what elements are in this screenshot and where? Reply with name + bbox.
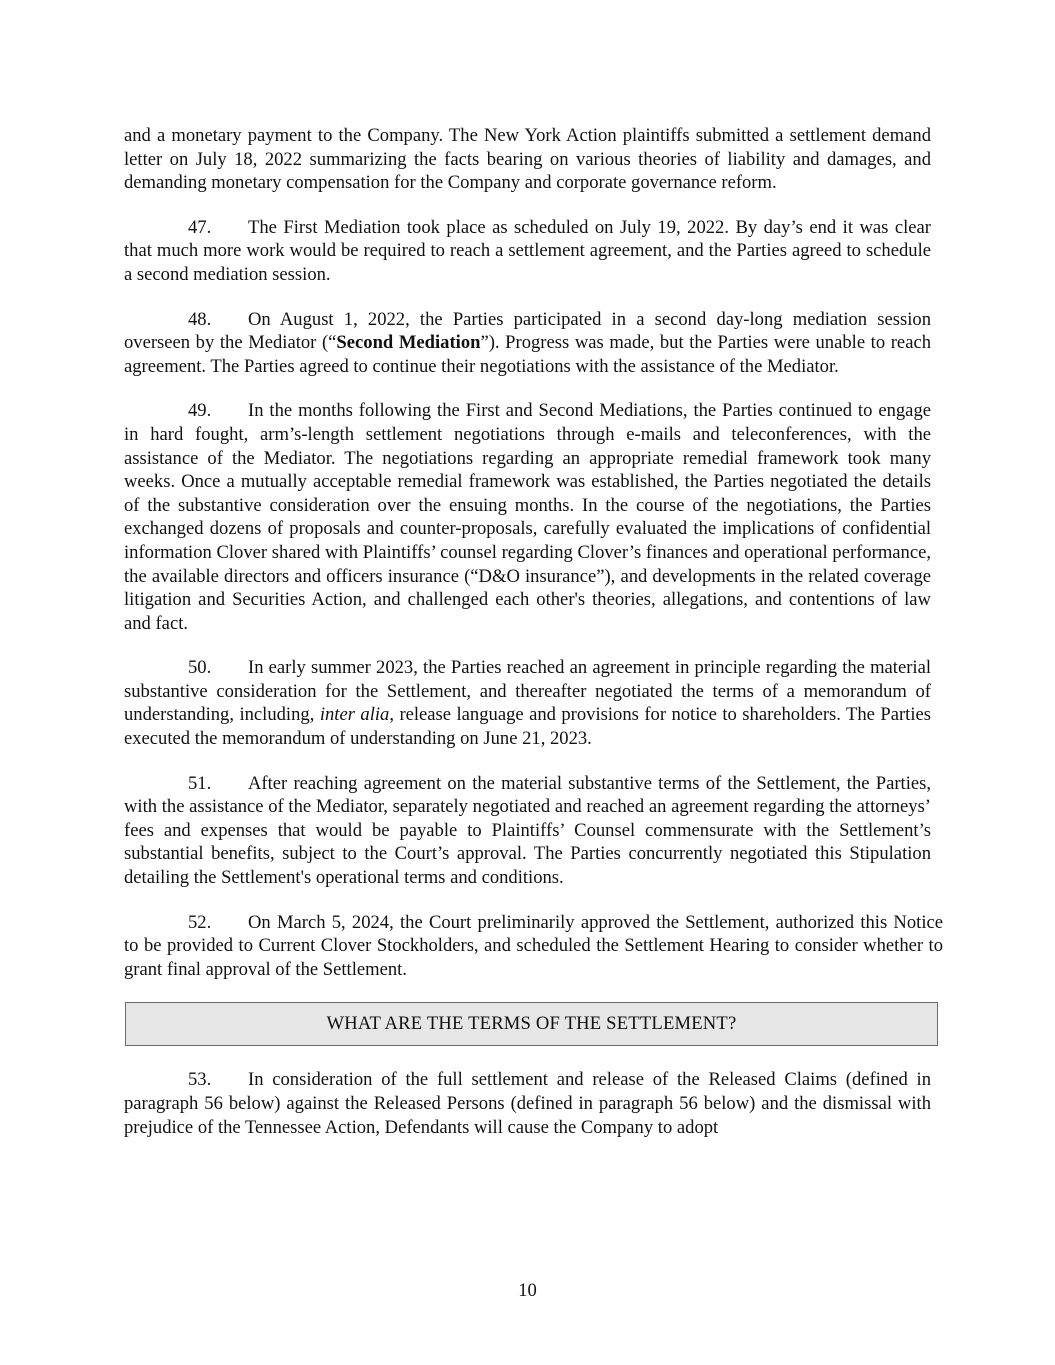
paragraph-number: 49. bbox=[188, 400, 212, 422]
latin-phrase: inter alia bbox=[319, 704, 390, 726]
paragraph-number: 50. bbox=[188, 657, 212, 679]
paragraph-50: 50. In early summer 2023, the Parties reached an agreement in principle regarding the material substantive consideration for the Settlement, and thereafter negotiated the terms of a memorandum of understanding, including, inter alia, release language and provisions for notice to shareholders. The Parties executed the memorandum of understanding on June 21, 2023. bbox=[124, 657, 931, 750]
page-number: 10 bbox=[518, 1280, 537, 1301]
paragraph-48: 48. On August 1, 2022, the Parties participated in a second day-long mediation session overseen by the Mediator (“Second Mediation”). Progress was made, but the Parties were unable to reach agreement. The Parties agreed to continue their negotiations with the assistance of the Mediator. bbox=[124, 308, 931, 377]
document-page bbox=[124, 124, 943, 1160]
defined-term: Second Mediation bbox=[336, 332, 481, 354]
paragraph-47: 47. The First Mediation took place as scheduled on July 19, 2022. By day’s end it was clear that much more work would be required to reach a settlement agreement, and the Parties agreed to schedule a second mediation session. bbox=[124, 216, 931, 285]
paragraph-number: 47. bbox=[188, 216, 212, 238]
paragraph-number: 53. bbox=[188, 1069, 212, 1091]
paragraph-51: 51. After reaching agreement on the material substantive terms of the Settlement, the Parties, with the assistance of the Mediator, separately negotiated and reached an agreement regarding the attorneys’ fees and expenses that would be payable to Plaintiffs’ Counsel commensurate with the Settlement’s substantial benefits, subject to the Court’s approval. The Parties concurrently negotiated this Stipulation detailing the Settlement's operational terms and conditions. bbox=[124, 772, 931, 889]
paragraph-49: 49. In the months following the First and Second Mediations, the Parties continued to engage in hard fought, arm’s-length settlement negotiations through e-mails and teleconferences, with the assistance of the Mediator. The negotiations regarding an appropriate remedial framework took many weeks. Once a mutually acceptable remedial framework was established, the Parties negotiated the details of the substantive consideration over the ensuing months. In the course of the negotiations, the Parties exchanged dozens of proposals and counter-proposals, carefully evaluated the implications of confidential information Clover shared with Plaintiffs’ counsel regarding Clover’s finances and operational performance, the available directors and officers insurance (“D&O insurance”), and developments in the related coverage litigation and Securities Action, and challenged each other's theories, allegations, and contentions of law and fact. bbox=[124, 400, 931, 634]
paragraph-number: 52. bbox=[188, 911, 212, 933]
paragraph-number: 48. bbox=[188, 308, 212, 330]
paragraph-52: 52. On March 5, 2024, the Court preliminarily approved the Settlement, authorized this Notice to be provided to Current Clover Stockholders, and scheduled the Settlement Hearing to consider whether to grant final approval of the Settlement. bbox=[124, 911, 943, 980]
paragraph-intro: and a monetary payment to the Company. The New York Action plaintiffs submitted a settlement demand letter on July 18, 2022 summarizing the facts bearing on various theories of liability and damages, and demanding monetary compensation for the Company and corporate governance reform. bbox=[124, 125, 931, 194]
section-heading-banner: WHAT ARE THE TERMS OF THE SETTLEMENT? bbox=[125, 1002, 938, 1046]
paragraph-53: 53. In consideration of the full settlement and release of the Released Claims (defined in paragraph 56 below) against the Released Persons (defined in paragraph 56 below) and the dismissal with prejudice of the Tennessee Action, Defendants will cause the Company to adopt bbox=[124, 1069, 931, 1138]
paragraph-number: 51. bbox=[188, 772, 212, 794]
